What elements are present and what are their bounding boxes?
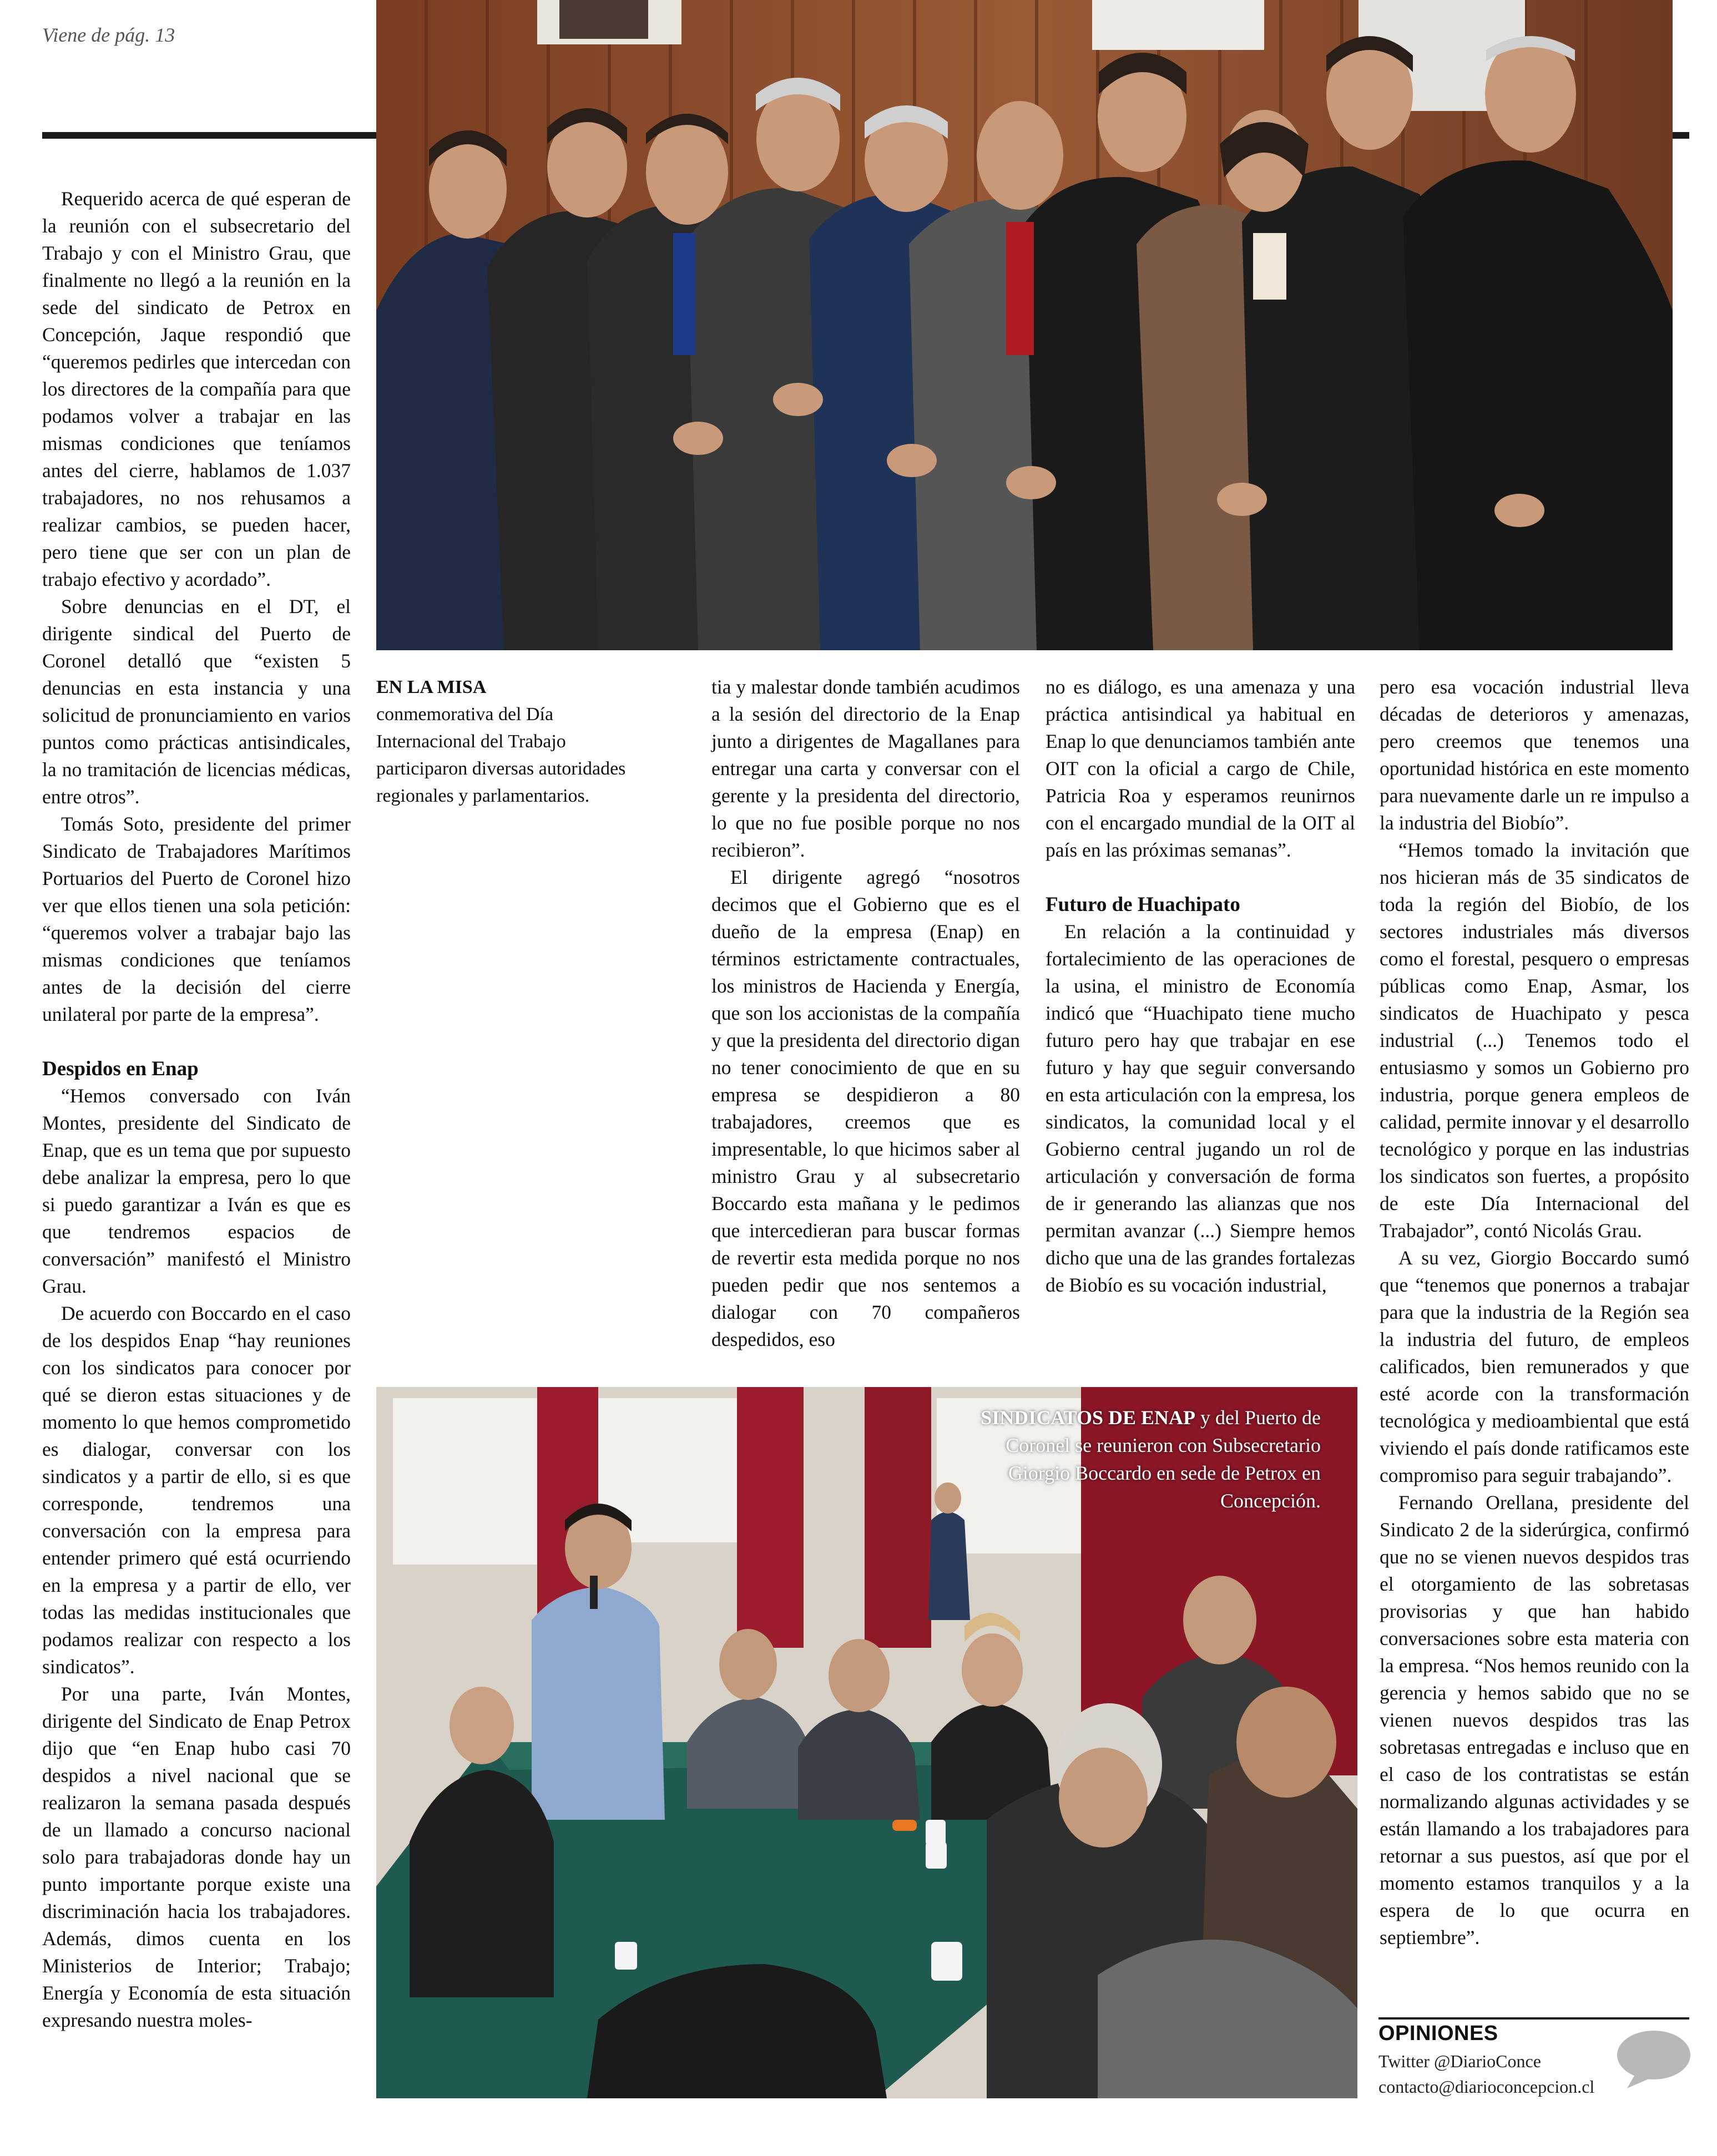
- opiniones-title: OPINIONES: [1378, 2022, 1498, 2045]
- paragraph: “Hemos conversado con Iván Montes, presidente del Sindicato de Enap, que es un tema que por supuesto debe analizar la empresa, pero lo que si puedo garantizar a Iván es que es que tendremos espacios de conversación” manifestó el Ministro Grau.: [42, 1085, 351, 1297]
- contact-email: contacto@diarioconcepcion.cl: [1378, 2077, 1595, 2097]
- top-photo-caption: [376, 674, 632, 809]
- paragraph: Por una parte, Iván Montes, dirigente del Sindicato de Enap Petrox dijo que “en Enap hubo casi 70 despidos a nivel nacional que se realizaron la semana pasada después de un llamado a concurso nacional solo para trabajadoras donde hay un punto importante porque existe una discriminación hacia los trabajadores. Además, dimos cuenta en los Ministerios de Interior; Trabajo; Energía y Economía de esta situación expresando nuestra moles-: [42, 1683, 351, 2031]
- section-heading-huachipato: Futuro de Huachipato: [1046, 893, 1240, 916]
- section-heading-despidos: Despidos en Enap: [42, 1057, 199, 1080]
- paragraph: De acuerdo con Boccardo en el caso de los despidos Enap “hay reuniones con los sindicatos para conocer por qué se dieron estas situaciones y de momento lo que hemos comprometido es dialogar, conversar con los sindicatos y a partir de ello, si es que corresponde, tendremos una conversación con la empresa para entender primero qué está ocurriendo en la empresa y a partir de ello, ver todas las medidas institucionales que podamos realizar con respecto a los sindicatos”.: [42, 1302, 351, 1678]
- paragraph: En relación a la continuidad y fortalecimiento de las operaciones de la usina, el ministro de Economía indicó que “Huachipato tiene mucho futuro pero hay que trabajar en ese futuro y hay que seguir conversando en esta articulación con la empresa, los sindicatos, la comunidad local y el Gobierno central jugando un rol de articulación y conversación de forma de ir generando las alianzas que nos permitan avanzar (...) Siempre hemos dicho que una de las grandes fortalezas de Biobío es su vocación industrial,: [1046, 920, 1355, 1296]
- article-column-4: [1046, 674, 1355, 1299]
- bottom-photo-caption: [977, 1404, 1321, 1515]
- caption-text: conmemorativa del Día Internacional del Trabajo participaron diversas autoridades regionales y parlamentarios.: [376, 704, 626, 806]
- header-rule-left: [42, 132, 377, 139]
- twitter-handle: Twitter @DiarioConce: [1378, 2051, 1541, 2071]
- paragraph: Tomás Soto, presidente del primer Sindicato de Trabajadores Marítimos Portuarios del Puerto de Coronel hizo ver que ellos tienen una sola petición: “queremos volver a trabajar bajo las mismas condiciones que teníamos antes de la decisión del cierre unilateral por parte de la empresa”.: [42, 813, 351, 1025]
- paragraph: pero esa vocación industrial lleva décadas de deterioros y amenazas, pero creemos que tenemos una oportunidad histórica en este momento para nuevamente darle un re impulso a la industria del Biobío”.: [1380, 676, 1689, 834]
- paragraph: Sobre denuncias en el DT, el dirigente sindical del Puerto de Coronel detalló que “existen 5 denuncias en esta instancia y una solicitud de pronunciamiento en varios puntos como prácticas antisindicales, la no tramitación de licencias médicas, entre otros”.: [42, 595, 351, 808]
- article-column-1: [42, 185, 351, 2034]
- paragraph: tia y malestar donde también acudimos a la sesión del directorio de la Enap junto a dirigentes de Magallanes para entregar una carta y conversar con el gerente y la presidenta del directorio, lo que no fue posible porque no nos recibieron”.: [711, 676, 1020, 861]
- top-photo-mass: [376, 0, 1673, 650]
- caption-text: y del Puerto de Coronel se reunieron con Subsecretario Giorgio Boccardo en sede de Petrox en Concepción.: [1006, 1406, 1321, 1512]
- caption-lead: EN LA MISA: [376, 677, 487, 697]
- caption-lead: SINDICATOS DE ENAP: [981, 1406, 1196, 1429]
- continued-from-label: Viene de pág. 13: [42, 24, 175, 46]
- paragraph: El dirigente agregó “nosotros decimos que el Gobierno que es el dueño de la empresa (Enap) en términos estrictamente contractuales, los ministros de Hacienda y Energía, que son los accionistas de la compañía y que la presidenta del directorio digan no tener conocimiento de que en su empresa se despidieron a 80 trabajadores, creemos que es impresentable, lo que hicimos saber al ministro Grau y al subsecretario Boccardo esta mañana y le pedimos que intercedieran para buscar formas de revertir esta medida porque no nos pueden pedir que nos sentemos a dialogar con 70 compañeros despedidos, eso: [711, 866, 1020, 1350]
- opiniones-rule: [1378, 2017, 1689, 2020]
- article-column-5: [1380, 674, 1689, 1951]
- paragraph: no es diálogo, es una amenaza y una práctica antisindical ya habitual en Enap lo que denunciamos también ante OIT con la oficial a cargo de Chile, Patricia Roa y esperamos reunirnos con el encargado mundial de la OIT al país en las próximas semanas”.: [1046, 676, 1355, 861]
- speech-bubble-icon: [1614, 2028, 1691, 2089]
- article-column-3: [711, 674, 1020, 1353]
- paragraph: Fernando Orellana, presidente del Sindicato 2 de la siderúrgica, confirmó que no se vienen nuevos despidos tras el otorgamiento de las sobretasas provisorias y que han habido conversaciones sobre esta materia con la empresa. “Nos hemos reunido con la gerencia y hemos sabido que no se vienen nuevos despidos tras las sobretasas entregadas e incluso que en el caso de los contratistas se están normalizando algunas actividades y se están llamando a los trabajadores para retornar a sus puestos, así que por el momento estamos tranquilos y a la espera de lo que ocurra en septiembre”.: [1380, 1491, 1689, 1949]
- paragraph: “Hemos tomado la invitación que nos hicieran más de 35 sindicatos de toda la región del Biobío, de los sectores industriales más diversos como el forestal, pesquero o empresas públicas como Enap, Asmar, los sindicatos de Huachipato y pesca industrial (...) Tenemos todo el entusiasmo y somos un Gobierno pro industria, porque genera empleos de calidad, permite innovar y el desarrollo tecnológico y porque en las industrias los sindicatos son fuertes, a propósito de este Día Internacional del Trabajador”, contó Nicolás Grau.: [1380, 839, 1689, 1242]
- paragraph: A su vez, Giorgio Boccardo sumó que “tenemos que ponernos a trabajar para que la industria de la Región sea la industria del futuro, de empleos calificados, bien remunerados y que esté acorde con la transformación tecnológica y medioambiental que está viviendo el país donde ratificamos este compromiso para seguir trabajando”.: [1380, 1247, 1689, 1486]
- paragraph: Requerido acerca de qué esperan de la reunión con el subsecretario del Trabajo y con el Ministro Grau, que finalmente no llegó a la reunión en la sede del sindicato de Petrox en Concepción, Jaque respondió que “queremos pedirles que intercedan con los directores de la compañía para que podamos volver a trabajar en las mismas condiciones que teníamos antes del cierre, hablamos de 1.037 trabajadores, no nos rehusamos a realizar cambios, se pueden hacer, pero tiene que ser con un plan de trabajo efectivo y acordado”.: [42, 188, 351, 590]
- header-rule-right: [1670, 132, 1689, 139]
